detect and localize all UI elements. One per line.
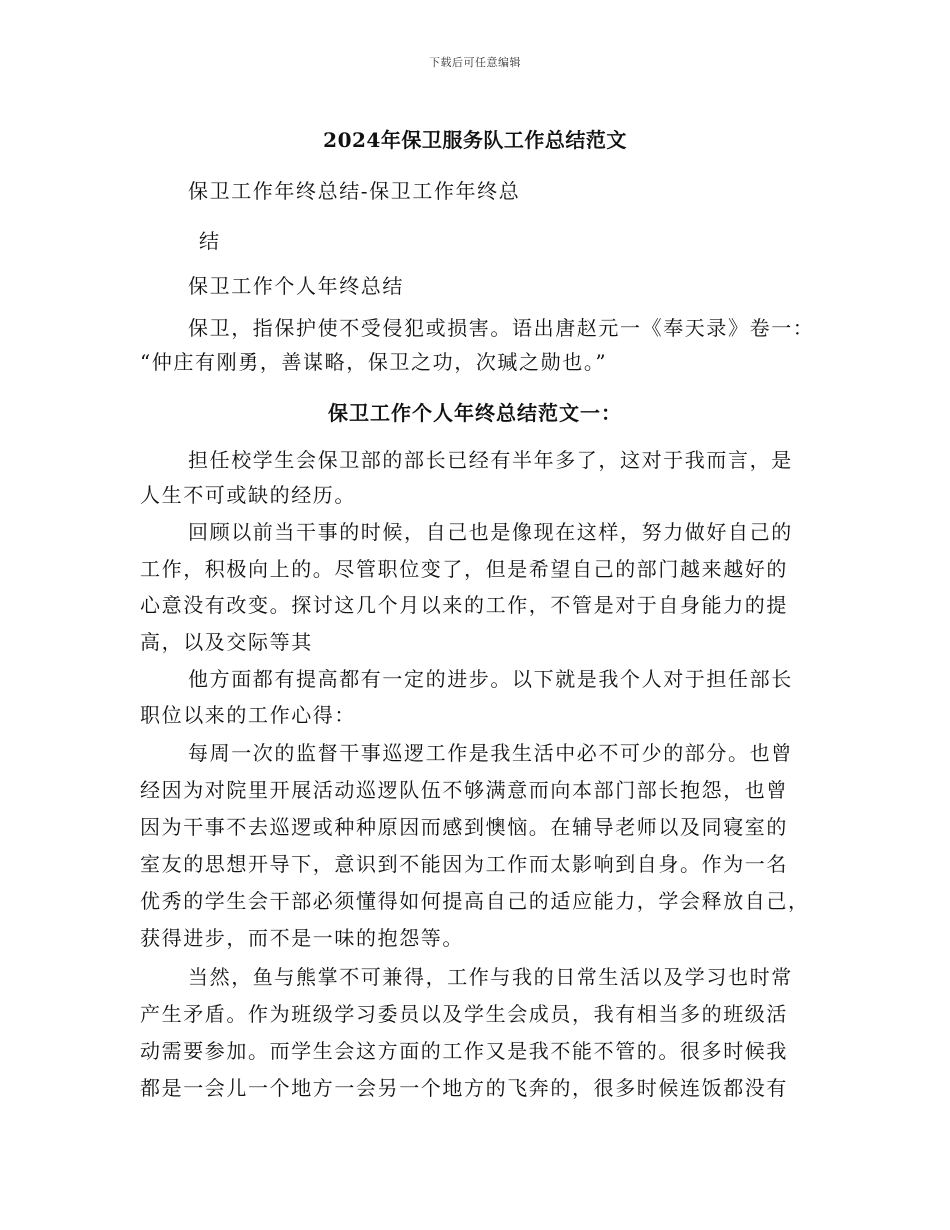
paragraph-line: 人生不可或缺的经历。 [140,483,356,507]
paragraph-line: 工作，积极向上的。尽管职位变了，但是希望自己的部门越来越好的 [140,557,788,581]
paragraph-line: 高，以及交际等其 [140,630,313,654]
paragraph-line: 动需要参加。而学生会这方面的工作又是我不能不管的。很多时候我 [140,1039,788,1063]
paragraph-line: 当然，鱼与熊掌不可兼得，工作与我的日常生活以及学习也时常 [188,965,793,989]
paragraph-line: “仲庄有刚勇，善谋略，保卫之功，次瑊之勋也。” [140,350,608,374]
paragraph-line: 保卫工作年终总结-保卫工作年终总 [188,179,521,203]
paragraph-line: 因为干事不去巡逻或种种原因而感到懊恼。在辅导老师以及同寝室的 [140,815,788,839]
paragraph-line: 都是一会儿一个地方一会另一个地方的飞奔的，很多时候连饭都没有 [140,1076,788,1100]
paragraph-line: 心意没有改变。探讨这几个月以来的工作，不管是对于自身能力的提 [140,593,788,617]
header-note: 下载后可任意编辑 [429,56,521,69]
document-title: 2024年保卫服务队工作总结范文 [323,128,627,152]
section-title: 保卫工作个人年终总结范文一： [328,401,622,425]
paragraph-line: 优秀的学生会干部必须懂得如何提高自己的适应能力，学会释放自己， [140,889,810,913]
paragraph-line: 室友的思想开导下，意识到不能因为工作而太影响到自身。作为一名 [140,852,788,876]
paragraph-line: 担任校学生会保卫部的部长已经有半年多了，这对于我而言，是 [188,448,793,472]
paragraph-line: 保卫，指保护使不受侵犯或损害。语出唐赵元一《奉天录》卷一： [188,316,815,340]
paragraph-line: 职位以来的工作心得： [140,703,356,727]
paragraph-line: 每周一次的监督干事巡逻工作是我生活中必不可少的部分。也曾 [188,741,793,765]
paragraph-line: 结 [199,229,221,253]
paragraph-line: 他方面都有提高都有一定的进步。以下就是我个人对于担任部长 [188,667,793,691]
paragraph-line: 获得进步，而不是一味的抱怨等。 [140,926,464,950]
paragraph-line: 经因为对院里开展活动巡逻队伍不够满意而向本部门部长抱怨，也曾 [140,778,788,802]
paragraph-line: 回顾以前当干事的时候，自己也是像现在这样，努力做好自己的 [188,520,793,544]
paragraph-line: 保卫工作个人年终总结 [188,274,404,298]
paragraph-line: 产生矛盾。作为班级学习委员以及学生会成员，我有相当多的班级活 [140,1002,788,1026]
